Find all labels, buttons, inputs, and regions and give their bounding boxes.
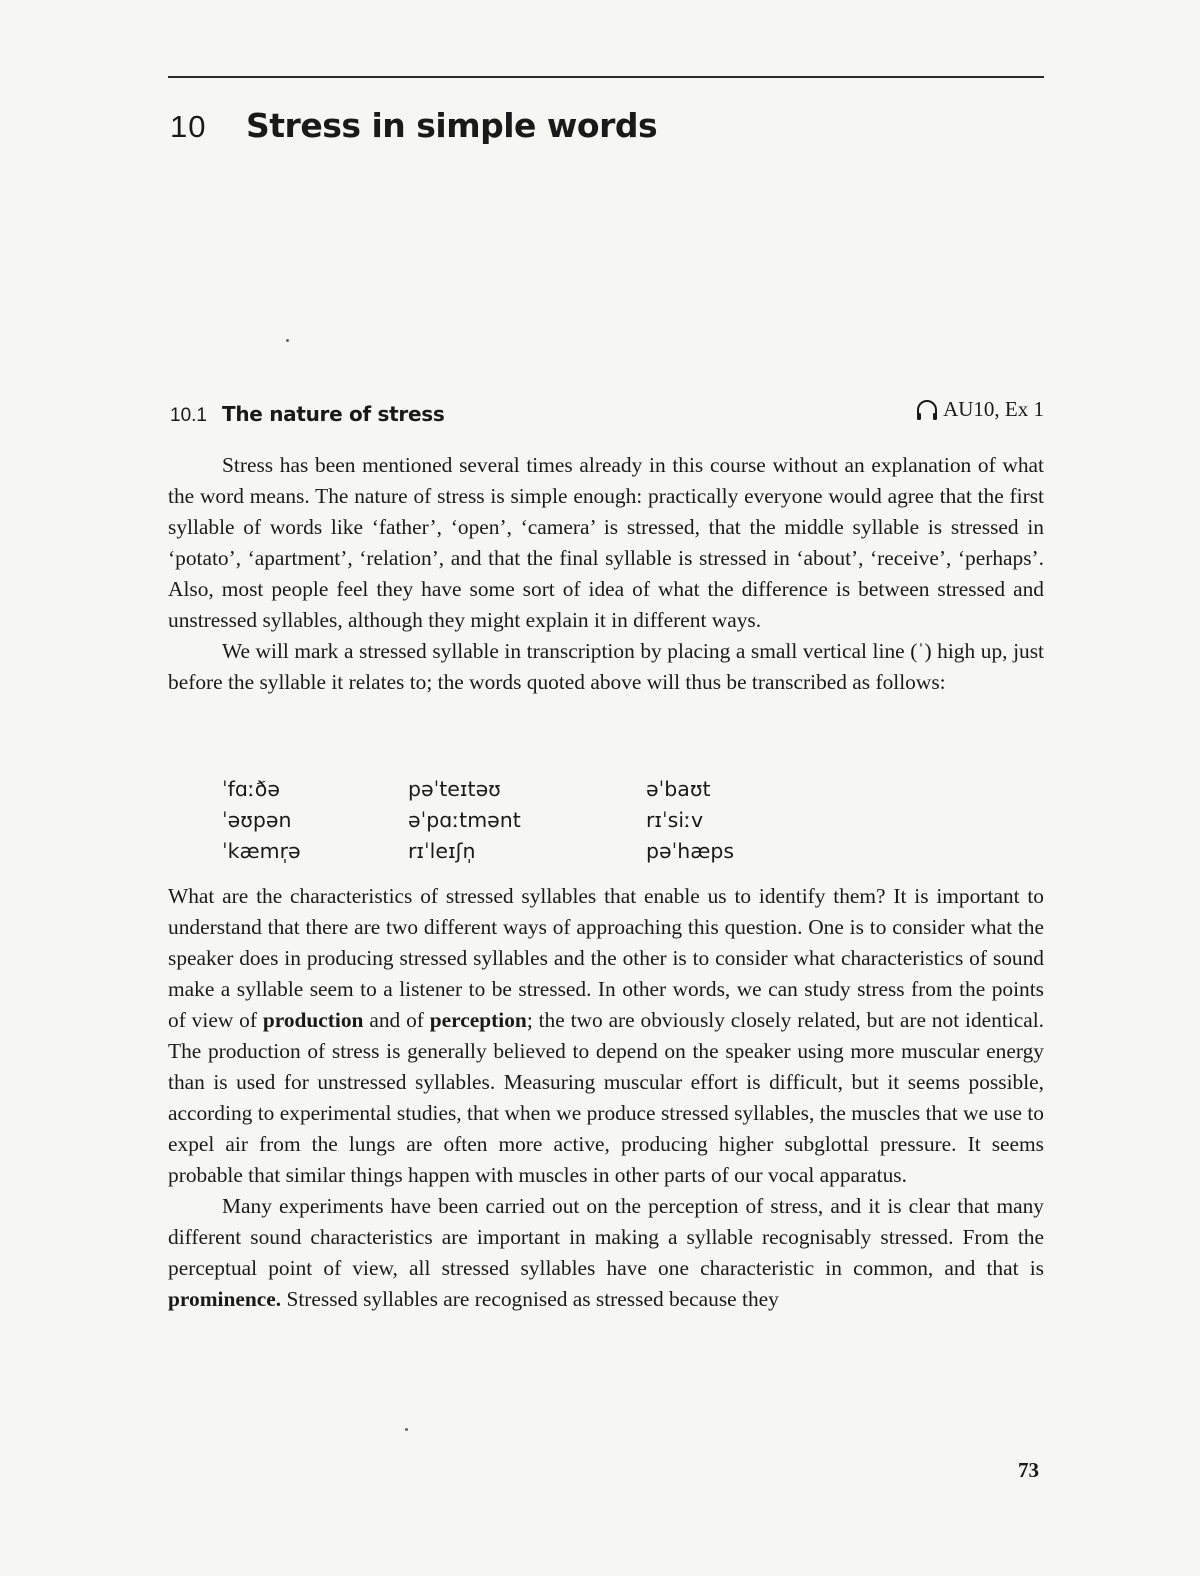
scan-speck xyxy=(405,1428,408,1431)
transcription-row xyxy=(222,836,922,867)
audio-reference-label: AU10, Ex 1 xyxy=(943,397,1044,421)
transcription-row xyxy=(222,774,922,805)
transcription-table xyxy=(222,774,922,867)
text-run: ; the two are obviously closely related, but are not identical. The production of stress is generally believed to depend on the speaker using more muscular energy than is used for unstressed syllables. Measuring muscular effort is difficult, but it seems possible, according to experimental studies, that when we produce stressed syllables, the muscles that we use to expel air from the lungs are often more active, producing higher subglottal pressure. It seems probable that similar things happen with muscles in other parts of our vocal apparatus. xyxy=(168,1008,1044,1187)
transcription-cell: rɪˈsiːv xyxy=(646,808,704,832)
text-run: Many experiments have been carried out on the perception of stress, and it is clear that many different sound characteristics are important in making a syllable recognisably stressed. From the perceptual point of view, all stressed syllables have one characteristic in common, and that is xyxy=(168,1194,1044,1280)
audio-reference xyxy=(915,397,1044,422)
transcription-cell: pəˈteɪtəʊ xyxy=(408,777,501,801)
scan-speck xyxy=(286,339,289,342)
term-production: production xyxy=(262,1008,364,1032)
paragraph-stress-marking: We will mark a stressed syllable in transcription by placing a small vertical line (ˈ) high up, just before the syllable it relates to; the words quoted above will thus be transcribed as follows: xyxy=(168,639,1044,694)
text-run: and of xyxy=(363,1008,430,1032)
page-number: 73 xyxy=(1018,1458,1039,1482)
section-heading xyxy=(170,397,1044,427)
transcription-cell: ˈkæmr̩ə xyxy=(222,839,301,863)
intro-text xyxy=(168,450,1044,698)
header-rule xyxy=(168,76,1044,78)
transcription-cell: əˈpɑːtmənt xyxy=(408,808,521,832)
headphones-icon xyxy=(915,399,939,421)
transcription-cell: ˈfɑːðə xyxy=(222,777,280,801)
transcription-cell: əˈbaʊt xyxy=(646,777,711,801)
paragraph-stress-intro: Stress has been mentioned several times already in this course without an explanation of what the word means. The nature of stress is simple enough: practically everyone would agree that the first syllable of words like ‘father’, ‘open’, ‘camera’ is stressed, that the middle syllable is stressed in ‘potato’, ‘apartment’, ‘relation’, and that the final syllable is stressed in ‘about’, ‘receive’, ‘perhaps’. Also, most people feel they have some sort of idea of what the difference is between stressed and unstressed syllables, although they might explain it in different ways. xyxy=(168,453,1044,632)
transcription-cell: ˈəʊpən xyxy=(222,808,292,832)
transcription-row xyxy=(222,805,922,836)
transcription-cell: rɪˈleɪʃn̩ xyxy=(408,839,476,863)
term-perception: perception xyxy=(429,1008,527,1032)
term-prominence: prominence. xyxy=(168,1287,282,1311)
section-number: 10.1 xyxy=(170,404,207,426)
chapter-title: Stress in simple words xyxy=(246,106,658,145)
chapter-heading xyxy=(170,106,657,158)
section-title: The nature of stress xyxy=(222,401,445,426)
chapter-number: 10 xyxy=(170,109,207,144)
paragraph-perception xyxy=(168,1191,1044,1315)
text-run: What are the characteristics of stressed syllables that enable us to identify them? It is important to understand that there are two different ways of approaching this question. One is to consider what the speaker does in producing stressed syllables and the other is to consider what characteristics of sound make a syllable seem to a listener to be stressed. In other words, we can study stress from the points of view of xyxy=(168,884,1044,1032)
paragraph-production-perception xyxy=(168,881,1044,1191)
main-text xyxy=(168,881,1044,1315)
text-run: Stressed syllables are recognised as stressed because they xyxy=(281,1287,779,1311)
transcription-cell: pəˈhæps xyxy=(646,839,735,863)
